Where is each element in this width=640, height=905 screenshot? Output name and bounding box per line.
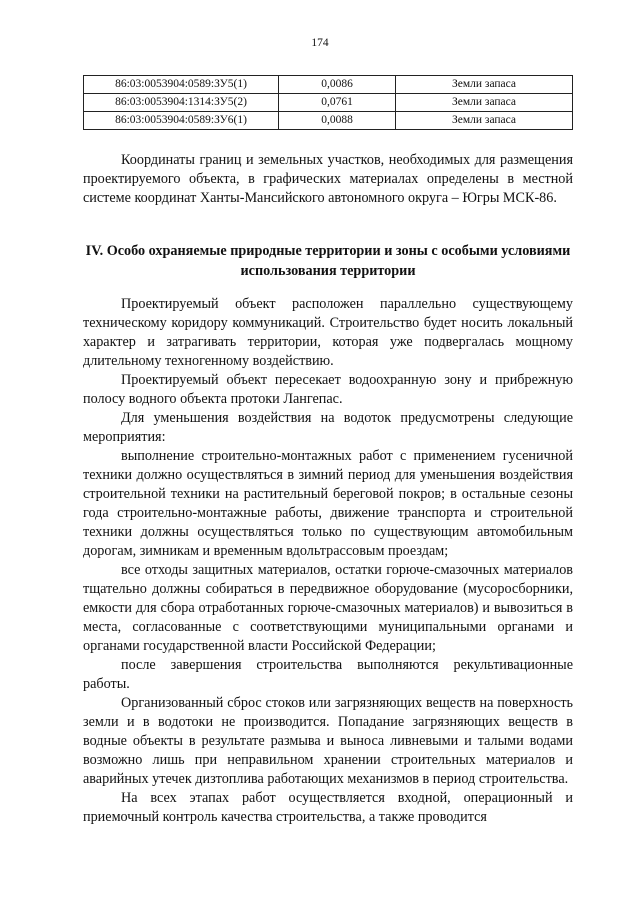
section-heading: IV. Особо охраняемые природные территории и зоны с особыми условиями использования территории xyxy=(85,243,571,279)
intro-paragraph: Координаты границ и земельных участков, необходимых для размещения проектируемого объекта, в графических материалах определены в местной системе координат Ханты-Мансийского автономного округа – Югры МСК-86. xyxy=(83,152,573,206)
land-parcels-table xyxy=(83,75,573,130)
table-row xyxy=(84,94,573,112)
table-row xyxy=(84,112,573,130)
paragraph: все отходы защитных материалов, остатки горюче-смазочных материалов тщательно должны собираться в передвижное оборудование (мусоросборники, емкости для сбора отработанных горюче-смазочных материалов) и вывозиться в места, согласованные с соответствующими муниципальными органами и органами государственной власти Российской Федерации; xyxy=(83,562,573,654)
area-cell: 0,0761 xyxy=(279,94,396,112)
paragraph: выполнение строительно-монтажных работ с применением гусеничной техники должно осуществляться в зимний период для уменьшения воздействия строительной техники на растительный береговой покров; в остальные сезоны года строительно-монтажные работы, движение транспорта и строительной техники должны осуществляться только по существующим автомобильным дорогам, зимникам и временным вдольтрассовым проездам; xyxy=(83,448,573,559)
area-cell: 0,0086 xyxy=(279,76,396,94)
body-text xyxy=(83,295,573,827)
land-category-cell: Земли запаса xyxy=(396,94,573,112)
paragraph: Проектируемый объект расположен параллельно существующему техническому коридору коммуникаций. Строительство будет носить локальный характер и затрагивать территории, которая уже подвергалась мощному длительному техногенному воздействию. xyxy=(83,296,573,369)
intro-block xyxy=(83,151,573,208)
paragraph: Организованный сброс стоков или загрязняющих веществ на поверхность земли и в водотоки не производится. Попадание загрязняющих веществ в водные объекты в результате размыва и выноса ливневыми и талыми водами возможно лишь при неправильном хранении строительных материалов и аварийных утечек дизтоплива работающих механизмов в период строительства. xyxy=(83,695,573,787)
area-cell: 0,0088 xyxy=(279,112,396,130)
paragraph: после завершения строительства выполняются рекультивационные работы. xyxy=(83,657,573,692)
table-row xyxy=(84,76,573,94)
cadastral-number-cell: 86:03:0053904:0589:ЗУ6(1) xyxy=(84,112,279,130)
cadastral-number-cell: 86:03:0053904:1314:ЗУ5(2) xyxy=(84,94,279,112)
paragraph: Проектируемый объект пересекает водоохранную зону и прибрежную полосу водного объекта протоки Лангепас. xyxy=(83,372,573,407)
land-category-cell: Земли запаса xyxy=(396,76,573,94)
cadastral-number-cell: 86:03:0053904:0589:ЗУ5(1) xyxy=(84,76,279,94)
page-number: 174 xyxy=(311,37,329,49)
land-category-cell: Земли запаса xyxy=(396,112,573,130)
paragraph: На всех этапах работ осуществляется входной, операционный и приемочный контроль качества строительства, а также проводится xyxy=(83,790,573,825)
paragraph: Для уменьшения воздействия на водоток предусмотрены следующие мероприятия: xyxy=(83,410,573,445)
